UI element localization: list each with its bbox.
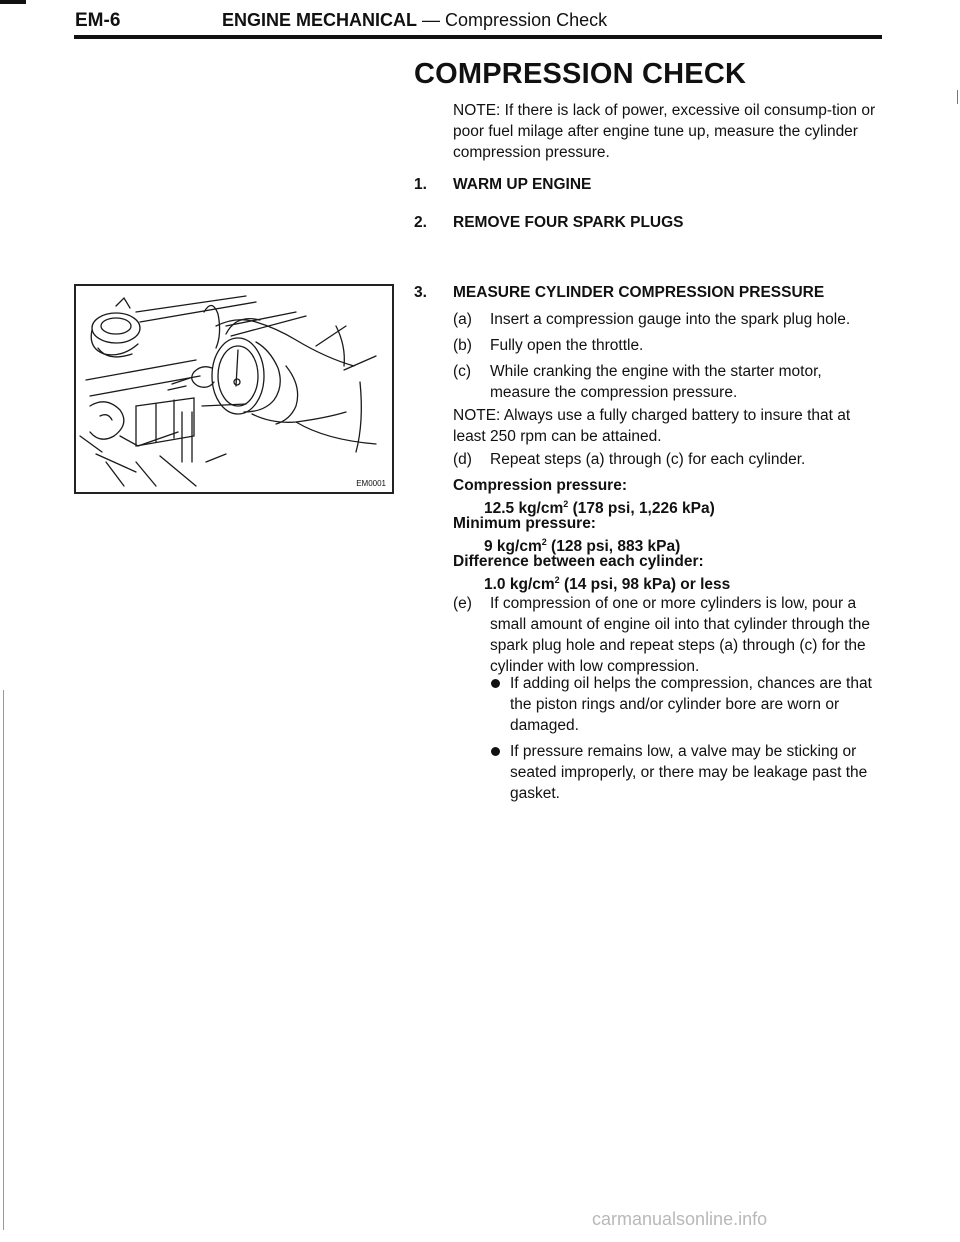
- substep-c: [453, 361, 885, 405]
- step-3-label: MEASURE CYLINDER COMPRESSION PRESSURE: [453, 284, 825, 301]
- spec-compression-value: 12.5 $kg/cm^2$ (178 psi, 1,226 kPa): [484, 499, 715, 517]
- substep-b-text: Fully open the throttle.: [490, 337, 644, 354]
- figure-code: EM0001: [356, 479, 386, 488]
- substep-c-text: While cranking the engine with the starter motor, measure the compression pressure.: [490, 363, 822, 401]
- compression-gauge-illustration-icon: [76, 286, 392, 492]
- substep-e-text: If compression of one or more cylinders is low, pour a small amount of engine oil into that cylinder through the spark plug hole and repeat steps (a) through (c) for the cylinder with low compression.: [490, 595, 870, 675]
- step-2-label: REMOVE FOUR SPARK PLUGS: [453, 214, 684, 231]
- substep-b: [453, 335, 885, 357]
- step-3-number: 3.: [414, 284, 427, 301]
- substep-d-tag: (d): [453, 451, 472, 468]
- bullet-icon: [491, 747, 500, 756]
- header-dash: —: [422, 10, 441, 30]
- bullet-icon: [491, 679, 500, 688]
- page-corner-mark: [0, 0, 26, 4]
- scan-margin-line: [3, 690, 4, 1230]
- substep-c-tag: (c): [453, 363, 472, 380]
- running-header: [222, 10, 607, 31]
- page-code: EM-6: [75, 10, 121, 31]
- page-title: COMPRESSION CHECK: [414, 58, 747, 90]
- step-2-number: 2.: [414, 214, 427, 231]
- bullet-item: [491, 673, 887, 739]
- battery-note: NOTE: Always use a fully charged battery to insure that at least 250 rpm can be attained.: [453, 407, 851, 445]
- topic-name: Compression Check: [445, 10, 608, 30]
- spec-difference-value: 1.0 $kg/cm^2$ (14 psi, 98 kPa) or less: [484, 575, 731, 593]
- compression-gauge-figure: [74, 284, 394, 494]
- bullet-text: If adding oil helps the compression, chances are that the piston rings and/or cylinder bore are worn or damaged.: [510, 675, 872, 734]
- intro-note: NOTE: If there is lack of power, excessive oil consump-tion or poor fuel milage after engine tune up, measure the cylinder compression pressure.: [453, 102, 876, 161]
- step-1-label: WARM UP ENGINE: [453, 176, 592, 193]
- spec-difference-label: Difference between each cylinder:: [453, 553, 704, 570]
- bullet-item: [491, 741, 887, 807]
- scan-margin-tick: [957, 90, 958, 104]
- bullet-text: If pressure remains low, a valve may be sticking or seated improperly, or there may be leakage past the gasket.: [510, 743, 868, 802]
- substep-e: [453, 593, 885, 679]
- step-1-number: 1.: [414, 176, 427, 193]
- watermark: carmanualsonline.info: [592, 1209, 768, 1229]
- header-rule: [74, 35, 882, 39]
- spec-compression-label: Compression pressure:: [453, 477, 627, 494]
- substep-a-text: Insert a compression gauge into the spark plug hole.: [490, 311, 851, 328]
- spec-minimum-value: 9 $kg/cm^2$ (128 psi, 883 kPa): [484, 537, 681, 555]
- substep-a-tag: (a): [453, 311, 472, 328]
- substep-a: [453, 309, 885, 331]
- spec-minimum-label: Minimum pressure:: [453, 515, 596, 532]
- substep-d-text: Repeat steps (a) through (c) for each cylinder.: [490, 451, 806, 468]
- substep-e-tag: (e): [453, 595, 472, 612]
- section-name: ENGINE MECHANICAL: [222, 10, 418, 30]
- substep-d: [453, 449, 885, 471]
- substep-b-tag: (b): [453, 337, 472, 354]
